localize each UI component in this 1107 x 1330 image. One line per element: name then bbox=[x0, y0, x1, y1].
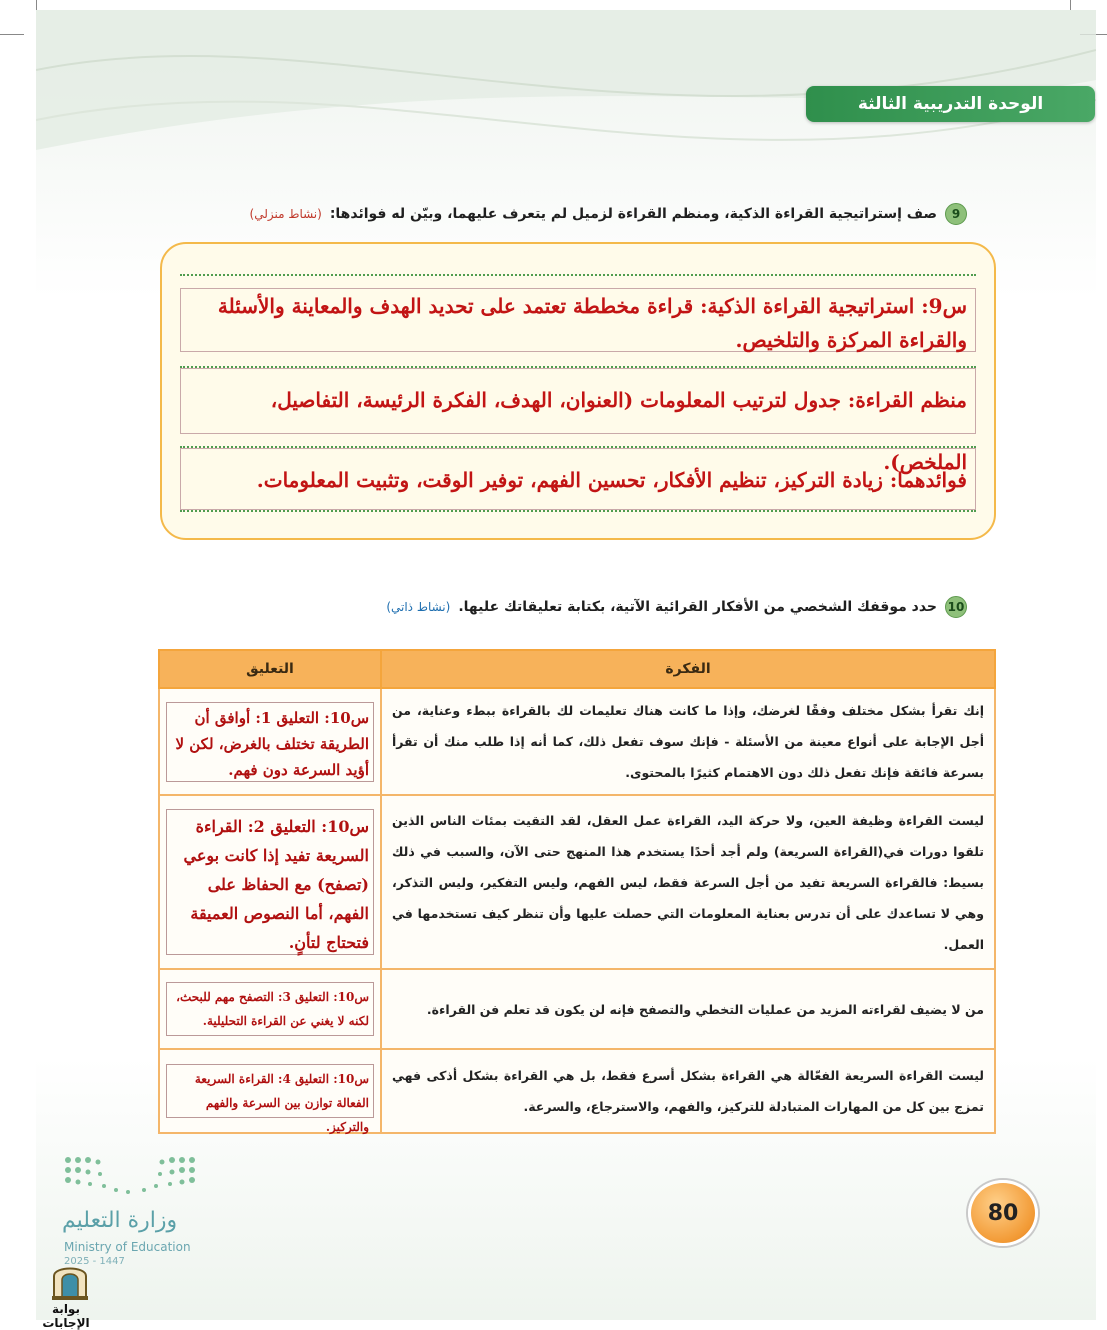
answers-portal-label: بوابة الإجابات bbox=[42, 1302, 90, 1330]
activity-note: (نشاط ذاتي) bbox=[386, 600, 451, 614]
comment-text: س10: التعليق 2: القراءة السريعة تفيد إذا كانت بوعي (تصفح) مع الحفاظ على الفهم، أما النصوص العميقة فتحتاج لتأنٍ. bbox=[166, 809, 374, 955]
question-9 bbox=[250, 201, 967, 227]
table-row bbox=[159, 1049, 995, 1133]
table-row bbox=[159, 969, 995, 1049]
crop-mark bbox=[36, 0, 37, 10]
idea-cell: ليست القراءة السريعة الفعّالة هي القراءة بشكل أسرع فقط، بل هي القراءة بشكل أذكى فهي تمزج بين كل من المهارات المتبادلة للتركيز، والفهم، والاسترجاع، والسرعة. bbox=[381, 1049, 995, 1133]
table-row bbox=[159, 688, 995, 795]
idea-cell: من لا يضيف لقراءته المزيد من عمليات التخطي والتصفح فإنه لن يكون قد تعلم فن القراءة. bbox=[381, 969, 995, 1049]
answer-line-1: س9: استراتيجية القراءة الذكية: قراءة مخططة تعتمد على تحديد الهدف والمعاينة والأسئلة والقراءة المركزة والتلخيص. bbox=[180, 288, 976, 352]
question-10 bbox=[386, 594, 967, 620]
table-header-row bbox=[159, 650, 995, 688]
crop-mark bbox=[0, 34, 24, 35]
ministry-years: 2025 - 1447 bbox=[64, 1256, 125, 1267]
idea-cell: إنك تقرأ بشكل مختلف وفقًا لغرضك، وإذا ما كانت هناك تعليمات لك بالقراءة ببطء وعناية، من أجل الإجابة على أنواع معينة من الأسئلة - فإنك سوف تفعل ذلك، كما أنه إذا طلب منك أن تقرأ بسرعة فائقة فإنك تفعل ذلك دون الاهتمام كثيرًا بالمحتوى. bbox=[381, 688, 995, 795]
activity-note: (نشاط منزلي) bbox=[249, 207, 322, 221]
answer-line-2: منظم القراءة: جدول لترتيب المعلومات (العنوان، الهدف، الفكرة الرئيسة، التفاصيل، الملخص). bbox=[180, 368, 976, 434]
ideas-table bbox=[158, 649, 996, 1134]
question-text: صف إستراتيجية القراءة الذكية، ومنظم القراءة لزميل لم يتعرف عليهما، وبيّن له فوائدها: bbox=[329, 206, 937, 222]
page-number: 80 bbox=[968, 1180, 1038, 1246]
table-row bbox=[159, 795, 995, 969]
question-number-badge: 9 bbox=[945, 203, 967, 225]
question-number-badge: 10 bbox=[945, 596, 967, 618]
unit-title-badge: الوحدة التدريبية الثالثة bbox=[806, 86, 1095, 122]
comment-text: س10: التعليق 4: القراءة السريعة الفعالة توازن بين السرعة والفهم والتركيز. bbox=[166, 1064, 374, 1118]
portal-building-icon bbox=[48, 1258, 92, 1302]
comment-cell bbox=[159, 969, 381, 1049]
header-comment: التعليق bbox=[159, 650, 381, 688]
dotted-line bbox=[180, 274, 976, 276]
answer-box bbox=[160, 242, 996, 540]
comment-text: س10: التعليق 3: التصفح مهم للبحث، لكنه لا يغني عن القراءة التحليلية. bbox=[166, 982, 374, 1036]
answer-line-3: فوائدهما: زيادة التركيز، تنظيم الأفكار، تحسين الفهم، توفير الوقت، وتثبيت المعلومات. bbox=[180, 448, 976, 510]
idea-cell: ليست القراءة وظيفة العين، ولا حركة اليد، القراءة عمل العقل، لقد التقيت بمئات الناس الذين تلقوا دورات في(القراءة السريعة) ولم أجد أحدًا يستخدم هذا المنهج حتى الآن، والسبب في ذلك بسيط: فالقراءة السريعة تفيد من أجل السرعة فقط، ليس الفهم، وليس التفكير، وليس التذكر، وهي لا تساعدك على أن تدرس بعناية المعلومات التي حصلت عليها وأن تنظر كيف تستخدمها في العمل. bbox=[381, 795, 995, 969]
crop-mark bbox=[1070, 0, 1071, 10]
comment-cell bbox=[159, 1049, 381, 1133]
dotted-line bbox=[180, 510, 976, 512]
ministry-name-english: Ministry of Education bbox=[64, 1240, 191, 1254]
comment-cell bbox=[159, 795, 381, 969]
header-idea: الفكرة bbox=[381, 650, 995, 688]
ministry-name-arabic: وزارة التعليم bbox=[62, 1208, 178, 1233]
comment-cell bbox=[159, 688, 381, 795]
question-text: حدد موقفك الشخصي من الأفكار القرائية الآتية، بكتابة تعليقاتك عليها. bbox=[458, 599, 937, 615]
comment-text: س10: التعليق 1: أوافق أن الطريقة تختلف بالغرض، لكن لا أؤيد السرعة دون فهم. bbox=[166, 702, 374, 782]
ministry-logo-dots-icon bbox=[60, 1152, 200, 1200]
